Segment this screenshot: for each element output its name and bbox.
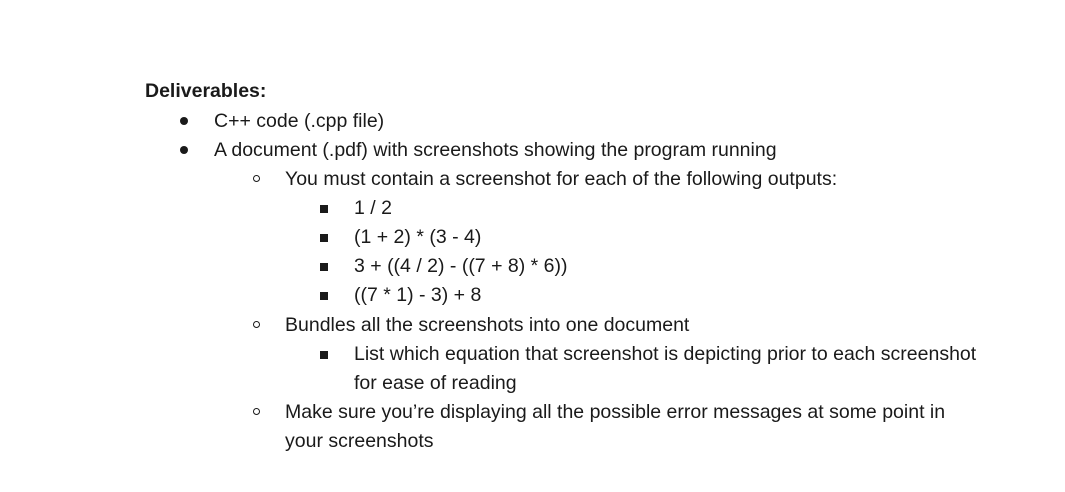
deliverables-heading: Deliverables: (145, 80, 267, 102)
list-item-cpp-code: C++ code (.cpp file) (214, 110, 385, 132)
square-bullet-icon (314, 225, 334, 242)
square-bullet-icon (314, 196, 334, 213)
list-item-equation-label-line1: List which equation that screenshot is depicting prior to each screenshot (354, 343, 977, 365)
list-item-bundle-screenshots: Bundles all the screenshots into one document (285, 314, 690, 336)
list-item-equation-label-line2: for ease of reading (354, 372, 517, 394)
disc-bullet-icon (174, 109, 194, 125)
disc-bullet-icon (174, 138, 194, 154)
list-item-error-messages-line2: your screenshots (285, 430, 434, 452)
circle-bullet-icon (246, 313, 266, 328)
circle-bullet-icon (246, 167, 266, 182)
square-bullet-icon (314, 254, 334, 271)
list-item-output-1: 1 / 2 (354, 197, 392, 219)
square-bullet-icon (314, 342, 334, 359)
circle-bullet-icon (246, 400, 266, 415)
list-item-output-2: (1 + 2) * (3 - 4) (354, 226, 482, 248)
list-item-screenshot-requirement: You must contain a screenshot for each of the following outputs: (285, 168, 838, 190)
list-item-error-messages-line1: Make sure you’re displaying all the possible error messages at some point in (285, 401, 946, 423)
square-bullet-icon (314, 283, 334, 300)
list-item-output-3: 3 + ((4 / 2) - ((7 + 8) * 6)) (354, 255, 568, 277)
list-item-output-4: ((7 * 1) - 3) + 8 (354, 284, 482, 306)
list-item-pdf-document: A document (.pdf) with screenshots showing the program running (214, 139, 777, 161)
